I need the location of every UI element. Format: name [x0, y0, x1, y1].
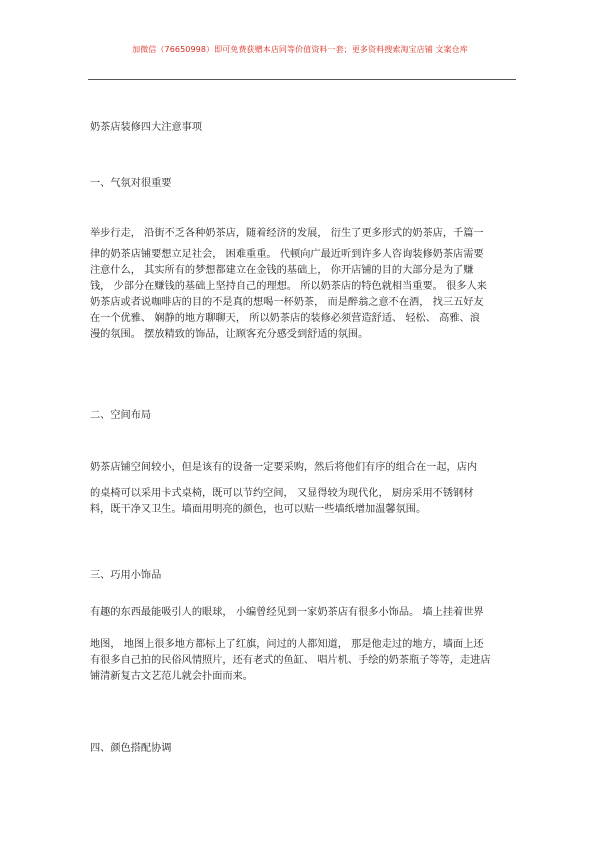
section-heading: 二、空间布局 — [90, 410, 152, 421]
text-line: 举步行走， 沿街不乏各种奶茶店，随着经济的发展， 衍生了更多形式的奶茶店，千篇一 — [90, 228, 484, 239]
text-line: 地图， 地图上很多地方都标上了红旗，问过的人都知道， 那是他走过的地方，墙面上还 — [90, 639, 484, 650]
section-heading: 三、巧用小饰品 — [90, 570, 162, 581]
text-line: 钱， 少部分在赚钱的基础上坚持自己的理想。 所以奶茶店的特色就相当重要。 很多人来 — [90, 281, 487, 292]
text-line: 奶茶店或者说咖啡店的目的不是真的想喝一杯奶茶， 而是醉翁之意不在酒， 找三五好友 — [90, 297, 484, 308]
text-line: 的桌椅可以采用卡式桌椅，既可以节约空间， 又显得较为现代化， 厨房采用不锈钢材 — [90, 488, 474, 499]
document-title: 奶茶店装修四大注意事项 — [90, 122, 203, 133]
promo-header: 加微信（76650998）即可免费获赠本店同等价值资料一套；更多资料搜索淘宝店铺 文案仓库 — [132, 45, 468, 54]
paragraph — [90, 605, 516, 621]
text-line: 在一个优雅、 娴静的地方聊聊天， 所以奶茶店的装修必须营造舒适、 轻松、 高雅、浪 — [90, 313, 480, 324]
text-line: 奶茶店铺空间较小，但是该有的设备一定要采购，然后将他们有序的组合在一起，店内 — [90, 462, 478, 473]
paragraph — [90, 226, 516, 242]
text-line: 有趣的东西最能吸引人的眼球， 小编曾经见到一家奶茶店有很多小饰品。 墙上挂着世界 — [90, 607, 484, 618]
section-heading: 四、颜色搭配协调 — [90, 743, 172, 754]
paragraph — [90, 486, 516, 518]
paragraph — [90, 637, 516, 685]
text-line: 律的奶茶店铺要想立足社会， 困难重重。 代顿向广最近听到许多人咨询装修奶茶店需要 — [90, 249, 484, 260]
text-line: 注意什么， 其实所有的梦想都建立在金钱的基础上， 你开店铺的目的大部分是为了赚 — [90, 265, 474, 276]
header-divider — [88, 79, 516, 80]
paragraph — [90, 247, 516, 343]
text-line: 有很多自己拍的民俗风情照片，还有老式的鱼缸、 唱片机、手绘的奶茶瓶子等等，走进店 — [90, 655, 491, 666]
text-line: 料，既干净又卫生。墙面用明亮的颜色，也可以贴一些墙纸增加温馨氛围。 — [90, 504, 427, 515]
text-line: 漫的氛围。 摆放精致的饰品，让顾客充分感受到舒适的氛围。 — [90, 329, 369, 340]
text-line: 铺清新复古文艺范儿就会扑面而来。 — [90, 671, 253, 682]
section-heading: 一、气氛对很重要 — [90, 178, 172, 189]
paragraph — [90, 460, 516, 476]
